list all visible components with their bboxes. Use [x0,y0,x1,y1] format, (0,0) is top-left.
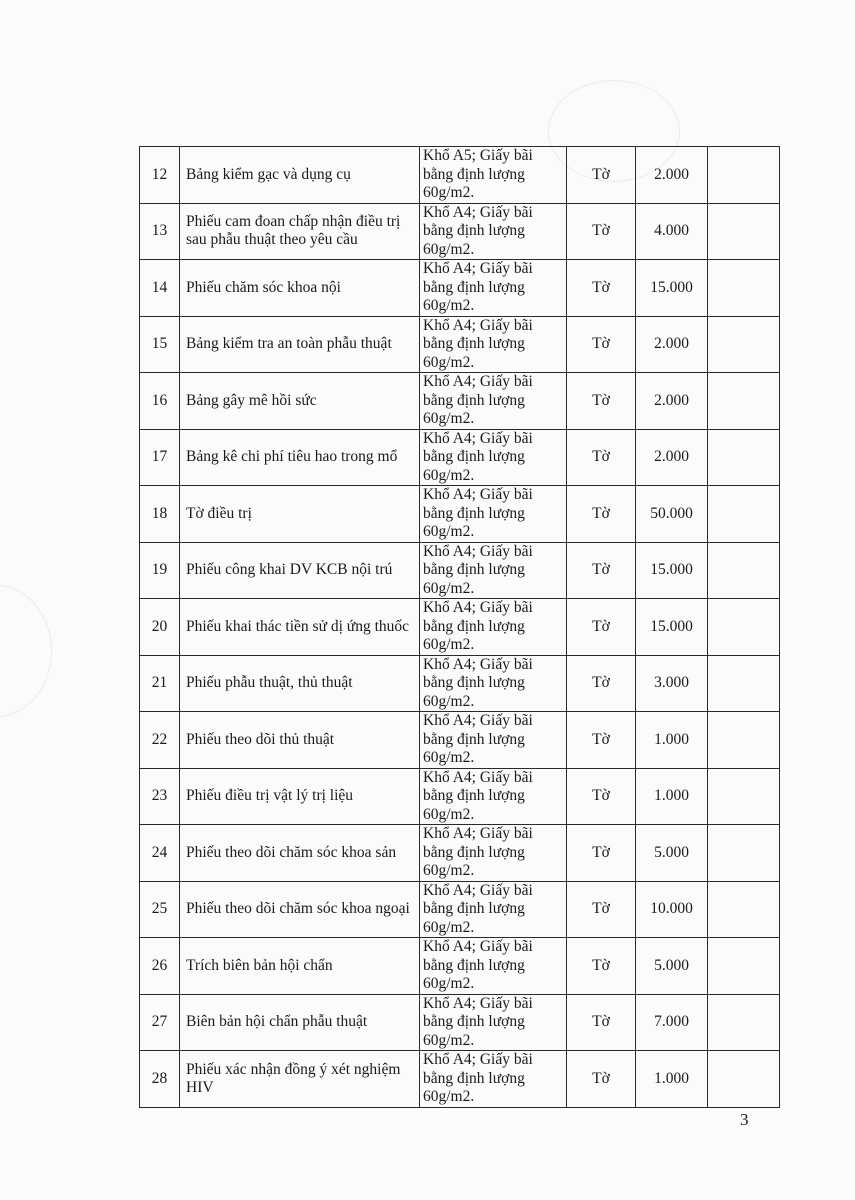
item-unit: Tờ [567,1051,636,1108]
item-name: Phiếu cam đoan chấp nhận điều trị sau phẫu thuật theo yêu cầu [180,203,420,260]
row-number: 19 [140,542,180,599]
item-note [708,316,780,373]
item-unit: Tờ [567,825,636,882]
item-quantity: 15.000 [636,260,708,317]
item-spec: Khổ A4; Giấy bãi bằng định lượng 60g/m2. [420,486,567,543]
item-spec: Khổ A4; Giấy bãi bằng định lượng 60g/m2. [420,1051,567,1108]
item-name: Phiếu theo dõi thủ thuật [180,712,420,769]
item-spec: Khổ A5; Giấy bãi bằng định lượng 60g/m2. [420,147,567,204]
item-note [708,373,780,430]
item-note [708,712,780,769]
item-note [708,147,780,204]
table-row [140,203,780,260]
item-quantity: 2.000 [636,316,708,373]
table-row [140,486,780,543]
item-note [708,938,780,995]
row-number: 20 [140,599,180,656]
row-number: 12 [140,147,180,204]
item-note [708,599,780,656]
item-quantity: 3.000 [636,655,708,712]
row-number: 26 [140,938,180,995]
table-row [140,599,780,656]
item-spec: Khổ A4; Giấy bãi bằng định lượng 60g/m2. [420,768,567,825]
table-row [140,260,780,317]
item-unit: Tờ [567,712,636,769]
item-name: Bảng kiểm gạc và dụng cụ [180,147,420,204]
items-table [139,146,780,1108]
item-quantity: 5.000 [636,938,708,995]
item-note [708,429,780,486]
item-note [708,1051,780,1108]
item-name: Phiếu theo dõi chăm sóc khoa ngoại [180,881,420,938]
item-note [708,881,780,938]
item-note [708,994,780,1051]
item-quantity: 15.000 [636,599,708,656]
item-spec: Khổ A4; Giấy bãi bằng định lượng 60g/m2. [420,316,567,373]
row-number: 15 [140,316,180,373]
item-spec: Khổ A4; Giấy bãi bằng định lượng 60g/m2. [420,825,567,882]
item-unit: Tờ [567,994,636,1051]
item-spec: Khổ A4; Giấy bãi bằng định lượng 60g/m2. [420,994,567,1051]
item-name: Phiếu phẫu thuật, thủ thuật [180,655,420,712]
item-spec: Khổ A4; Giấy bãi bằng định lượng 60g/m2. [420,429,567,486]
item-name: Phiếu điều trị vật lý trị liệu [180,768,420,825]
item-spec: Khổ A4; Giấy bãi bằng định lượng 60g/m2. [420,881,567,938]
row-number: 17 [140,429,180,486]
item-name: Phiếu xác nhận đồng ý xét nghiệm HIV [180,1051,420,1108]
item-spec: Khổ A4; Giấy bãi bằng định lượng 60g/m2. [420,655,567,712]
item-unit: Tờ [567,938,636,995]
table-row [140,655,780,712]
row-number: 21 [140,655,180,712]
item-note [708,768,780,825]
item-name: Bảng kê chi phí tiêu hao trong mổ [180,429,420,486]
table-row [140,768,780,825]
item-quantity: 50.000 [636,486,708,543]
item-quantity: 15.000 [636,542,708,599]
table-row [140,542,780,599]
item-unit: Tờ [567,768,636,825]
table-row [140,316,780,373]
item-unit: Tờ [567,260,636,317]
item-quantity: 1.000 [636,1051,708,1108]
item-unit: Tờ [567,373,636,430]
row-number: 13 [140,203,180,260]
item-quantity: 2.000 [636,429,708,486]
item-name: Tờ điều trị [180,486,420,543]
item-note [708,260,780,317]
row-number: 16 [140,373,180,430]
item-quantity: 2.000 [636,373,708,430]
item-note [708,825,780,882]
item-spec: Khổ A4; Giấy bãi bằng định lượng 60g/m2. [420,599,567,656]
item-unit: Tờ [567,542,636,599]
item-spec: Khổ A4; Giấy bãi bằng định lượng 60g/m2. [420,542,567,599]
row-number: 25 [140,881,180,938]
item-unit: Tờ [567,881,636,938]
item-name: Phiếu khai thác tiền sử dị ứng thuốc [180,599,420,656]
faded-stamp-left [0,585,52,717]
item-note [708,203,780,260]
item-quantity: 1.000 [636,712,708,769]
item-name: Phiếu chăm sóc khoa nội [180,260,420,317]
item-quantity: 7.000 [636,994,708,1051]
item-quantity: 5.000 [636,825,708,882]
row-number: 14 [140,260,180,317]
item-name: Phiếu theo dõi chăm sóc khoa sản [180,825,420,882]
page-number: 3 [740,1110,749,1129]
item-unit: Tờ [567,486,636,543]
item-unit: Tờ [567,316,636,373]
item-name: Phiếu công khai DV KCB nội trú [180,542,420,599]
item-spec: Khổ A4; Giấy bãi bằng định lượng 60g/m2. [420,373,567,430]
item-unit: Tờ [567,599,636,656]
row-number: 24 [140,825,180,882]
table-row [140,1051,780,1108]
item-quantity: 1.000 [636,768,708,825]
item-quantity: 2.000 [636,147,708,204]
item-name: Trích biên bản hội chẩn [180,938,420,995]
table-row [140,881,780,938]
row-number: 27 [140,994,180,1051]
item-spec: Khổ A4; Giấy bãi bằng định lượng 60g/m2. [420,260,567,317]
row-number: 18 [140,486,180,543]
item-name: Bảng gây mê hồi sức [180,373,420,430]
item-unit: Tờ [567,655,636,712]
item-unit: Tờ [567,203,636,260]
item-note [708,486,780,543]
item-spec: Khổ A4; Giấy bãi bằng định lượng 60g/m2. [420,712,567,769]
item-name: Biên bản hội chẩn phẫu thuật [180,994,420,1051]
table-row [140,429,780,486]
item-note [708,542,780,599]
row-number: 28 [140,1051,180,1108]
table-row [140,712,780,769]
item-note [708,655,780,712]
item-quantity: 10.000 [636,881,708,938]
item-name: Bảng kiểm tra an toàn phẫu thuật [180,316,420,373]
row-number: 22 [140,712,180,769]
table-row [140,825,780,882]
item-quantity: 4.000 [636,203,708,260]
table-row [140,373,780,430]
row-number: 23 [140,768,180,825]
item-unit: Tờ [567,429,636,486]
table-row [140,938,780,995]
item-unit: Tờ [567,147,636,204]
table-row [140,994,780,1051]
item-spec: Khổ A4; Giấy bãi bằng định lượng 60g/m2. [420,203,567,260]
item-spec: Khổ A4; Giấy bãi bằng định lượng 60g/m2. [420,938,567,995]
items-table-body [140,147,780,1108]
table-row [140,147,780,204]
